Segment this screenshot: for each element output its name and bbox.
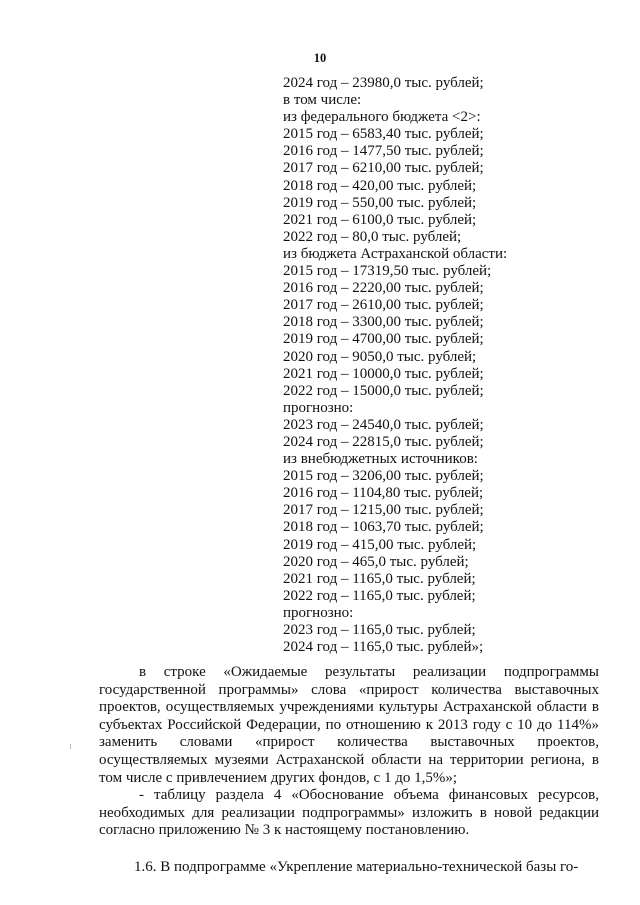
margin-mark [70, 744, 71, 749]
funding-line: 2023 год – 1165,0 тыс. рублей; [283, 622, 476, 638]
funding-line: 2019 год – 550,00 тыс. рублей; [283, 194, 477, 211]
funding-line: 2024 год – 23980,0 тыс. рублей; [283, 75, 484, 91]
funding-line: 2022 год – 1165,0 тыс. рублей; [283, 587, 476, 604]
funding-line: 2019 год – 4700,00 тыс. рублей; [283, 331, 484, 348]
funding-line: 2019 год – 415,00 тыс. рублей; [283, 536, 477, 553]
funding-line: 2017 год – 6210,00 тыс. рублей; [283, 160, 484, 177]
funding-line: 2024 год – 1165,0 тыс. рублей»; [283, 639, 484, 656]
funding-line: 2021 год – 1165,0 тыс. рублей; [283, 570, 476, 587]
funding-line: 2018 год – 3300,00 тыс. рублей; [283, 314, 484, 331]
funding-line: 2018 год – 420,00 тыс. рублей; [283, 177, 477, 194]
funding-line: 2017 год – 2610,00 тыс. рублей; [283, 297, 484, 314]
funding-line: 2021 год – 10000,0 тыс. рублей; [283, 365, 484, 382]
funding-line: 2015 год – 6583,40 тыс. рублей; [283, 126, 484, 143]
funding-line: 2022 год – 80,0 тыс. рублей; [283, 228, 462, 245]
funding-line: 2018 год – 1063,70 тыс. рублей; [283, 519, 484, 536]
funding-line: 2022 год – 15000,0 тыс. рублей; [283, 382, 484, 399]
funding-line: 2021 год – 6100,0 тыс. рублей; [283, 211, 477, 228]
funding-line: 2016 год – 1104,80 тыс. рублей; [283, 485, 484, 502]
funding-line: из федерального бюджета <2>: [283, 109, 481, 126]
funding-line: 2020 год – 9050,0 тыс. рублей; [283, 348, 477, 365]
funding-line: 2024 год – 22815,0 тыс. рублей; [283, 433, 484, 450]
funding-line: в том числе: [283, 92, 362, 109]
funding-line: прогнозно: [283, 604, 354, 621]
funding-line: из внебюджетных источников: [283, 451, 478, 468]
funding-line: 2016 год – 1477,50 тыс. рублей; [283, 143, 484, 160]
funding-line: 2016 год – 2220,00 тыс. рублей; [283, 280, 484, 297]
funding-list [283, 75, 507, 656]
funding-line: 2017 год – 1215,00 тыс. рублей; [283, 502, 484, 519]
page-number: 10 [313, 51, 327, 65]
funding-line: 2015 год – 3206,00 тыс. рублей; [283, 468, 484, 485]
funding-line: из бюджета Астраханской области: [283, 245, 508, 262]
paragraph-item-1-6: 1.6. В подпрограмме «Укрепление материально-технической базы го- [134, 859, 579, 875]
funding-line: прогнозно: [283, 399, 354, 416]
paragraph-expected-results: в строке «Ожидаемые результаты реализации подпрограммы государственной программы» слова «прирост количества выставочных проектов, осуществляемых учреждениями культуры Астраханской области в субъектах Российской Федерации, по отношению к 2013 году с 10 до 114%» заменить словами «прирост количества выставочных проектов, осуществляемых музеями Астраханской области на территории региона, в том числе с привлечением других фондов, с 1 до 1,5%»; [99, 664, 599, 786]
funding-line: 2023 год – 24540,0 тыс. рублей; [283, 416, 484, 433]
funding-line: 2020 год – 465,0 тыс. рублей; [283, 553, 469, 570]
paragraph-table-section: - таблицу раздела 4 «Обоснование объема финансовых ресурсов, необходимых для реализации подпрограммы» изложить в новой редакции согласно приложению № 3 к настоящему постановлению. [99, 787, 599, 839]
funding-line: 2015 год – 17319,50 тыс. рублей; [283, 263, 492, 280]
